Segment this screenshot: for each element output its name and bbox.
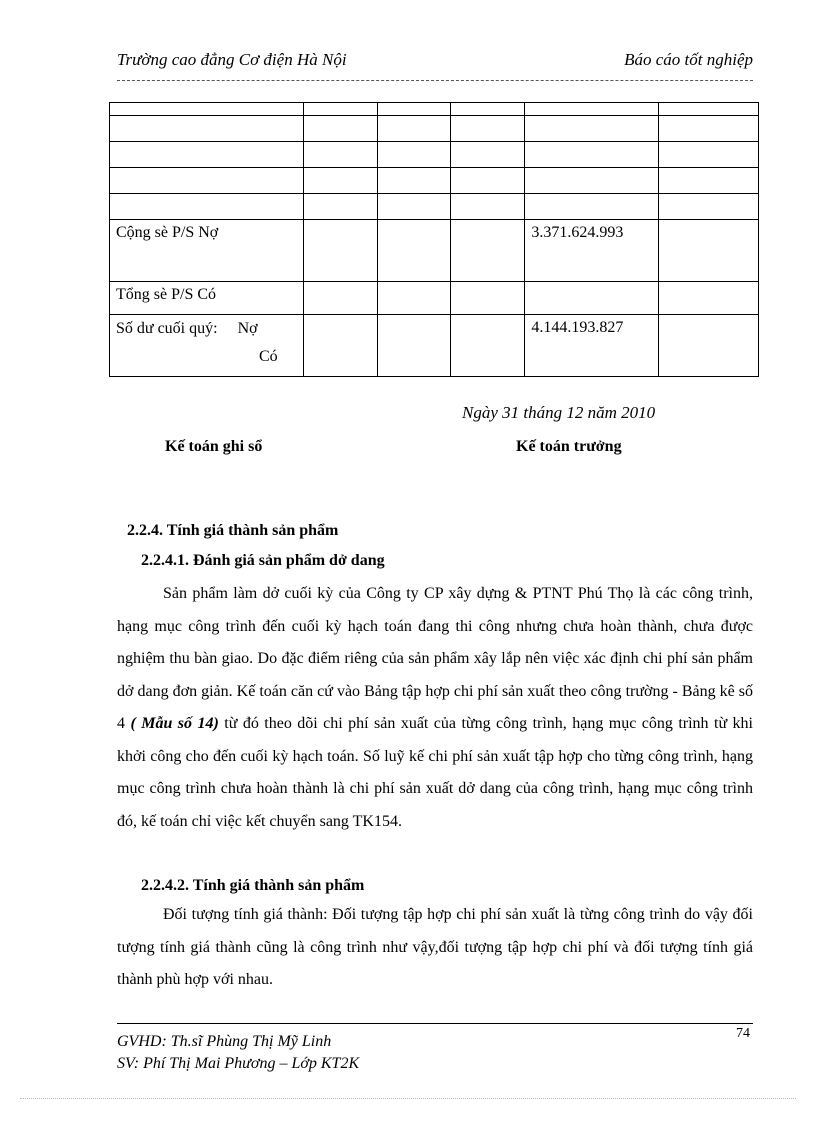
row-value: 4.144.193.827 [525,315,659,377]
section-heading: 2.2.4. Tính giá thành sản phẩm [127,522,339,539]
table-cell [659,220,759,282]
table-cell [303,315,377,377]
table-cell [525,168,659,194]
table-cell [659,315,759,377]
table-cell [303,103,377,116]
table-cell [450,220,525,282]
table-cell [303,168,377,194]
row-label: Cộng sè P/S Nợ [110,220,304,282]
paragraph-wip [117,578,753,838]
signature-date: Ngày 31 tháng 12 năm 2010 [462,403,656,422]
footer-divider [117,1023,753,1024]
table-row-total-debit [110,220,759,282]
header-divider [117,80,753,81]
row-sub-credit: Có [259,348,278,365]
table-cell [450,282,525,315]
table-cell [377,315,450,377]
page-bottom-edge [20,1098,796,1099]
table-cell [303,142,377,168]
signature-right-title: Kế toán trưởng [516,438,622,455]
table-cell [377,194,450,220]
row-value [525,282,659,315]
row-label: Số dư cuối quý: [116,320,218,337]
header-report-title: Báo cáo tốt nghiệp [624,50,753,69]
subsection-heading-costing: 2.2.4.2. Tính giá thành sản phẩm [141,877,365,894]
paragraph-text: từ đó theo dõi chi phí sản xuất của từng công trình, hạng mục công trình từ khi khởi công cho đến cuối kỳ hạch toán. Số luỹ kế chi phí sản xuất tập hợp cho từng công trình, hạng mục công trình chưa hoàn thành là chi phí sản xuất dở dang của công trình, hạng mục công trình đó, kế toán chỉ việc kết chuyển sang TK154. [117,715,754,830]
table-cell [525,142,659,168]
footer-supervisor: GVHD: Th.sĩ Phùng Thị Mỹ Linh [117,1033,332,1050]
page-number: 74 [736,1026,750,1041]
table-row-total-credit [110,282,759,315]
table-cell [303,194,377,220]
signature-left-title: Kế toán ghi sổ [165,438,263,455]
table-cell [377,220,450,282]
paragraph-text: Sản phẩm làm dở cuối kỳ của Công ty CP xây dựng & PTNT Phú Thọ là các công trình, hạng mục công trình đến cuối kỳ hạch toán đang thi công nhưng chưa hoàn thành, chưa được nghiệm thu bàn giao. Do đặc điểm riêng của sản phẩm xây lắp nên việc xác định chi phí sản phẩm dở dang đơn giản. Kế toán căn cứ vào Bảng tập hợp chi phí sản xuất theo công trường - Bảng kê số 4 [117,585,753,732]
table-cell [450,103,525,116]
table-cell [450,116,525,142]
table-cell [110,103,304,116]
table-cell [303,116,377,142]
header-school: Trường cao đẳng Cơ điện Hà Nội [117,50,347,69]
table-cell [377,168,450,194]
footer-student: SV: Phí Thị Mai Phương – Lớp KT2K [117,1055,360,1072]
form-reference: ( Mẫu số 14) [130,715,219,732]
table-cell [659,194,759,220]
table-row [110,103,759,116]
table-cell [659,103,759,116]
table-cell [450,194,525,220]
table-cell [110,116,304,142]
table-cell [377,142,450,168]
table-cell [377,116,450,142]
row-label-cell [110,315,304,377]
table-row [110,142,759,168]
table-row [110,116,759,142]
table-cell [110,168,304,194]
table-cell [450,168,525,194]
table-row [110,194,759,220]
table-cell [525,194,659,220]
table-cell [659,142,759,168]
table-cell [659,282,759,315]
table-cell [303,282,377,315]
row-label: Tổng sè P/S Có [110,282,304,315]
table-cell [450,142,525,168]
table-cell [303,220,377,282]
table-cell [659,168,759,194]
table-cell [450,315,525,377]
table-row [110,168,759,194]
table-cell [110,142,304,168]
table-cell [110,194,304,220]
table-row-closing-balance [110,315,759,377]
page-header [117,50,753,74]
table-cell [525,116,659,142]
paragraph-costing: Đối tượng tính giá thành: Đối tượng tập hợp chi phí sản xuất là từng công trình do vậy đối tượng tính giá thành cũng là công trình như vậy,đối tượng tập hợp chi phí và đối tượng tính giá thành phù hợp với nhau. [117,906,753,988]
ledger-table [109,102,759,377]
table-cell [525,103,659,116]
table-cell [377,282,450,315]
table-cell [377,103,450,116]
row-sub-debit: Nợ [237,320,258,337]
subsection-heading-wip: 2.2.4.1. Đánh giá sản phẩm dở dang [141,552,385,569]
table-cell [659,116,759,142]
row-value: 3.371.624.993 [525,220,659,282]
